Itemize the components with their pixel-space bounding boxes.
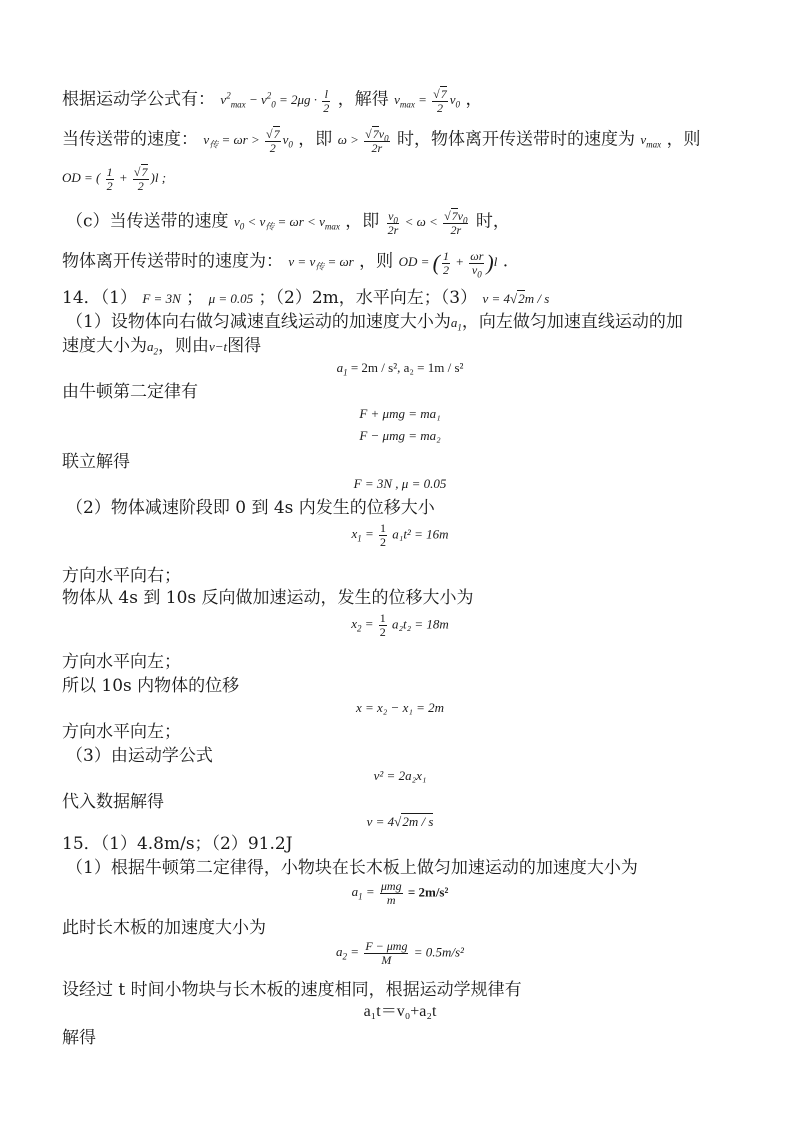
equation-x: x = x₂ − x₁ = 2m <box>355 700 445 715</box>
text: 代入数据解得 <box>62 792 164 812</box>
equation-x1: $x_1$ = $\frac{1}{2}$ a₁t² = 16m <box>351 521 449 549</box>
formula: OD = ( $\frac{1}{2}$ + $\frac{√7}{2}$ )l ; <box>62 165 167 193</box>
text-newton <box>62 382 198 402</box>
text-dir-left-2 <box>62 722 181 742</box>
formula: $a_2$ <box>147 339 158 357</box>
text: 物体离开传送带时的速度为： <box>62 251 283 272</box>
text: 所以 10s 内物体的位移 <box>62 676 240 696</box>
text: ；（2）2m，水平向左；（3） <box>258 288 478 308</box>
formula: μ = 0.05 <box>208 291 254 306</box>
text-solve-2 <box>62 1028 96 1048</box>
equation-x2: $x_2$ = $\frac{1}{2}$ a₂t₂ = 18m <box>351 611 449 639</box>
text-line-p1a <box>66 312 683 333</box>
text: ，解得 <box>337 89 389 110</box>
formula: $v = v_传 = \omega r$ <box>288 254 354 273</box>
text: （c）当传送带的速度 <box>66 211 229 232</box>
equation-newton-2: F − μmg = ma₂ <box>359 428 441 443</box>
text: 物体从 4s 到 10s 反向做加速运动，发生的位移大小为 <box>62 588 474 608</box>
text: 方向水平向左； <box>62 722 181 742</box>
formula: $v_传 = \omega r$ > $\frac{√7}{2}$ $v_0$ <box>203 127 293 155</box>
text-line-2 <box>62 128 701 155</box>
text: 联立解得 <box>62 452 130 472</box>
question-15-answer <box>62 834 293 854</box>
formula: v = 4√2m / s <box>482 291 550 306</box>
text: ； <box>186 288 204 308</box>
formula: $v^2_{max} - v^2_0 = 2\mu g$ · $\frac{l}{2}$ <box>220 87 330 115</box>
text: ，向左做匀加速直线运动的加 <box>461 312 683 332</box>
equation-accelerations: $a_1 = 2m / s^2$, a₂ = 1m / s² <box>336 360 464 378</box>
text: ，即 <box>345 211 380 232</box>
text-part-15-1 <box>66 858 638 878</box>
text-part-3 <box>66 746 213 766</box>
text-line-p1b <box>62 336 261 357</box>
equation-a2: $a_2$ = $\frac{\text{F − μmg}}{M}$ = 0.5m/s² <box>336 939 464 967</box>
text-substitute <box>62 792 164 812</box>
text: 方向水平向左； <box>62 652 181 672</box>
text-solve <box>62 452 130 472</box>
text: 设经过 t 时间小物块与长木板的速度相同，根据运动学规律有 <box>62 980 522 1000</box>
text: 14．（1） <box>62 288 137 308</box>
text: 当传送带的速度： <box>62 129 198 150</box>
formula: OD = ( $\frac{1}{2}$ + $\frac{\omega r}{v_0}$ )l <box>398 249 498 280</box>
formula: $a_1$ <box>450 315 462 333</box>
equation-a1: $a_1$ = $\frac{\text{μmg}}{m}$ = 2m/s² <box>351 879 449 907</box>
text: （1）设物体向右做匀减速直线运动的加速度大小为 <box>66 312 451 332</box>
equation-newton-1: F + μmg = ma₁ <box>359 406 441 421</box>
text-part-15-2 <box>62 918 266 938</box>
text-line-4 <box>66 210 510 237</box>
equation-solution: F = 3N , μ = 0.05 <box>353 476 447 491</box>
equation-velocity: a₁t＝v₀+a₂t <box>363 1003 437 1020</box>
text-part-2 <box>66 498 435 518</box>
text: 速度大小为 <box>62 336 147 356</box>
equation-v2: v² = 2a₂x₁ <box>373 768 427 783</box>
text: ，则 <box>359 251 394 272</box>
formula: ω > $\frac{√7v_0}{2r}$ <box>337 127 389 155</box>
text: （2）物体减速阶段即 0 到 4s 内发生的位移大小 <box>66 498 435 518</box>
text-part-2c <box>62 676 239 696</box>
text: 由牛顿第二定律有 <box>62 382 198 402</box>
text: ，即 <box>298 129 333 150</box>
text-dir-left <box>62 652 181 672</box>
text: 此时长木板的加速度大小为 <box>62 918 266 938</box>
text-part-2b <box>62 588 474 608</box>
text: 根据运动学公式有： <box>62 89 215 110</box>
text: ， <box>465 89 483 110</box>
formula: v−t <box>209 339 228 354</box>
text-line-1 <box>62 88 482 115</box>
text-dir-right <box>62 566 181 586</box>
equation-v: v = 4√2m / s <box>366 814 434 829</box>
text: 图得 <box>227 336 262 356</box>
text: 解得 <box>62 1028 96 1048</box>
text: 15．（1）4.8m/s；（2）91.2J <box>62 834 293 854</box>
question-14-answer <box>62 288 549 309</box>
text: ，则由 <box>158 336 209 356</box>
text: （1）根据牛顿第二定律得，小物块在长木板上做匀加速运动的加速度大小为 <box>66 858 638 878</box>
formula: $v_{max}$ = $\frac{√7}{2}$ $v_0$ <box>394 87 461 115</box>
text-part-15-3 <box>62 980 522 1000</box>
text: . <box>502 251 509 272</box>
text: 时，物体离开传送带时的速度为 <box>396 129 635 150</box>
text: （3）由运动学公式 <box>66 746 213 766</box>
formula-line-od <box>62 166 166 193</box>
formula: $v_{max}$ <box>640 132 662 151</box>
text: ，则 <box>666 129 701 150</box>
formula: F = 3N <box>142 291 181 306</box>
formula: $\frac{v_0}{2r}$ < ω < $\frac{√7v_0}{2r}$ <box>387 209 468 237</box>
formula: $v_0 < v_传 = \omega r < v_{max}$ <box>233 214 340 233</box>
text-line-5 <box>62 249 509 280</box>
text: 时， <box>475 211 510 232</box>
text: 方向水平向右； <box>62 566 181 586</box>
